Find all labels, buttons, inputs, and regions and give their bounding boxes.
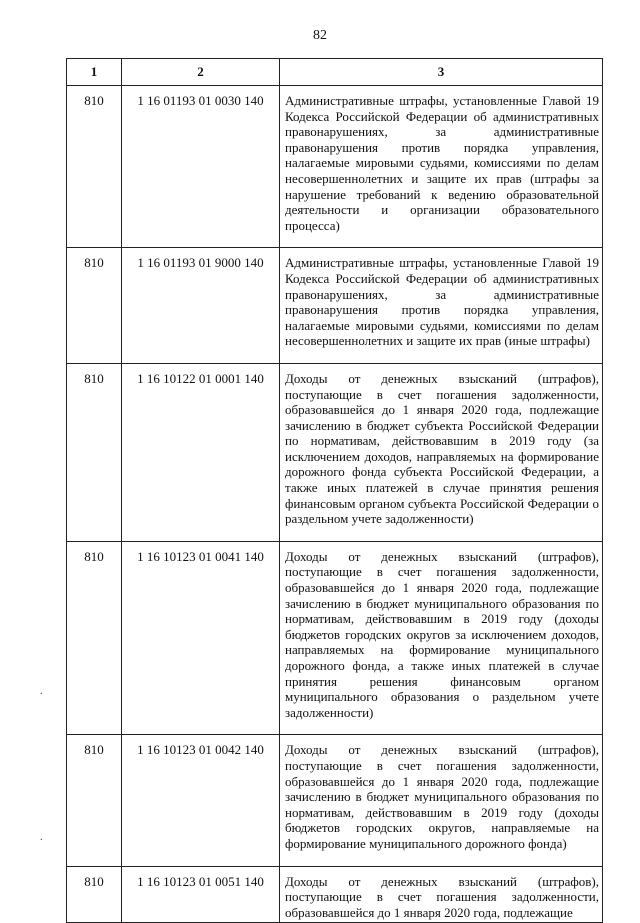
revenue-code-cell: 1 16 10123 01 0051 140	[122, 866, 280, 922]
table-row	[67, 866, 603, 922]
description-cell: Административные штрафы, установленные Главой 19 Кодекса Российской Федерации об административных правонарушениях, за административные правонарушения против порядка управления, налагаемые мировыми судьями, комиссиями по делам несовершеннолетних и защите их прав (штрафы за нарушение требований к ведению образовательной деятельности и организации образовательного процесса)	[280, 86, 603, 248]
margin-mark: .	[40, 686, 43, 697]
admin-code-cell: 810	[67, 248, 122, 364]
revenue-code-cell: 1 16 10123 01 0042 140	[122, 735, 280, 866]
table-row	[67, 735, 603, 866]
table-row	[67, 248, 603, 364]
admin-code-cell: 810	[67, 363, 122, 541]
description-cell: Доходы от денежных взысканий (штрафов), поступающие в счет погашения задолженности, образовавшейся до 1 января 2020 года, подлежащие зачислению в бюджет субъекта Российской Федерации по нормативам, действовавшим в 2019 году (за исключением доходов, направляемых на формирование дорожного фонда субъекта Российской Федерации, а также иных платежей в случае принятия решения финансовым органом субъекта Российской Федерации о раздельном учете задолженности)	[280, 363, 603, 541]
admin-code-cell: 810	[67, 541, 122, 735]
description-cell: Административные штрафы, установленные Главой 19 Кодекса Российской Федерации об административных правонарушениях, за административные правонарушения против порядка управления, налагаемые мировыми судьями, комиссиями по делам несовершеннолетних и защите их прав (иные штрафы)	[280, 248, 603, 364]
revenue-code-cell: 1 16 01193 01 0030 140	[122, 86, 280, 248]
column-header: 1	[67, 59, 122, 86]
table-row	[67, 86, 603, 248]
revenue-codes-table-wrap	[66, 58, 602, 923]
margin-mark: .	[40, 832, 43, 843]
description-cell: Доходы от денежных взысканий (штрафов), поступающие в счет погашения задолженности, образовавшейся до 1 января 2020 года, подлежащие	[280, 866, 603, 922]
description-cell: Доходы от денежных взысканий (штрафов), поступающие в счет погашения задолженности, образовавшейся до 1 января 2020 года, подлежащие зачислению в бюджет муниципального образования по нормативам, действовавшим в 2019 году (доходы бюджетов городских округов за исключением доходов, направляемых на формирование муниципального дорожного фонда, а также иных платежей в случае принятия решения финансовым органом муниципального образования о раздельном учете задолженности)	[280, 541, 603, 735]
description-cell: Доходы от денежных взысканий (штрафов), поступающие в счет погашения задолженности, образовавшейся до 1 января 2020 года, подлежащие зачислению в бюджет муниципального образования по нормативам, действовавшим в 2019 году (доходы бюджетов городских округов, направляемые на формирование муниципального дорожного фонда)	[280, 735, 603, 866]
table-row	[67, 363, 603, 541]
column-header: 2	[122, 59, 280, 86]
admin-code-cell: 810	[67, 735, 122, 866]
column-header: 3	[280, 59, 603, 86]
header-row	[67, 59, 603, 86]
revenue-codes-table	[66, 58, 603, 923]
table-row	[67, 541, 603, 735]
page-number: 82	[313, 28, 327, 43]
admin-code-cell: 810	[67, 866, 122, 922]
revenue-code-cell: 1 16 10123 01 0041 140	[122, 541, 280, 735]
revenue-code-cell: 1 16 10122 01 0001 140	[122, 363, 280, 541]
revenue-code-cell: 1 16 01193 01 9000 140	[122, 248, 280, 364]
admin-code-cell: 810	[67, 86, 122, 248]
